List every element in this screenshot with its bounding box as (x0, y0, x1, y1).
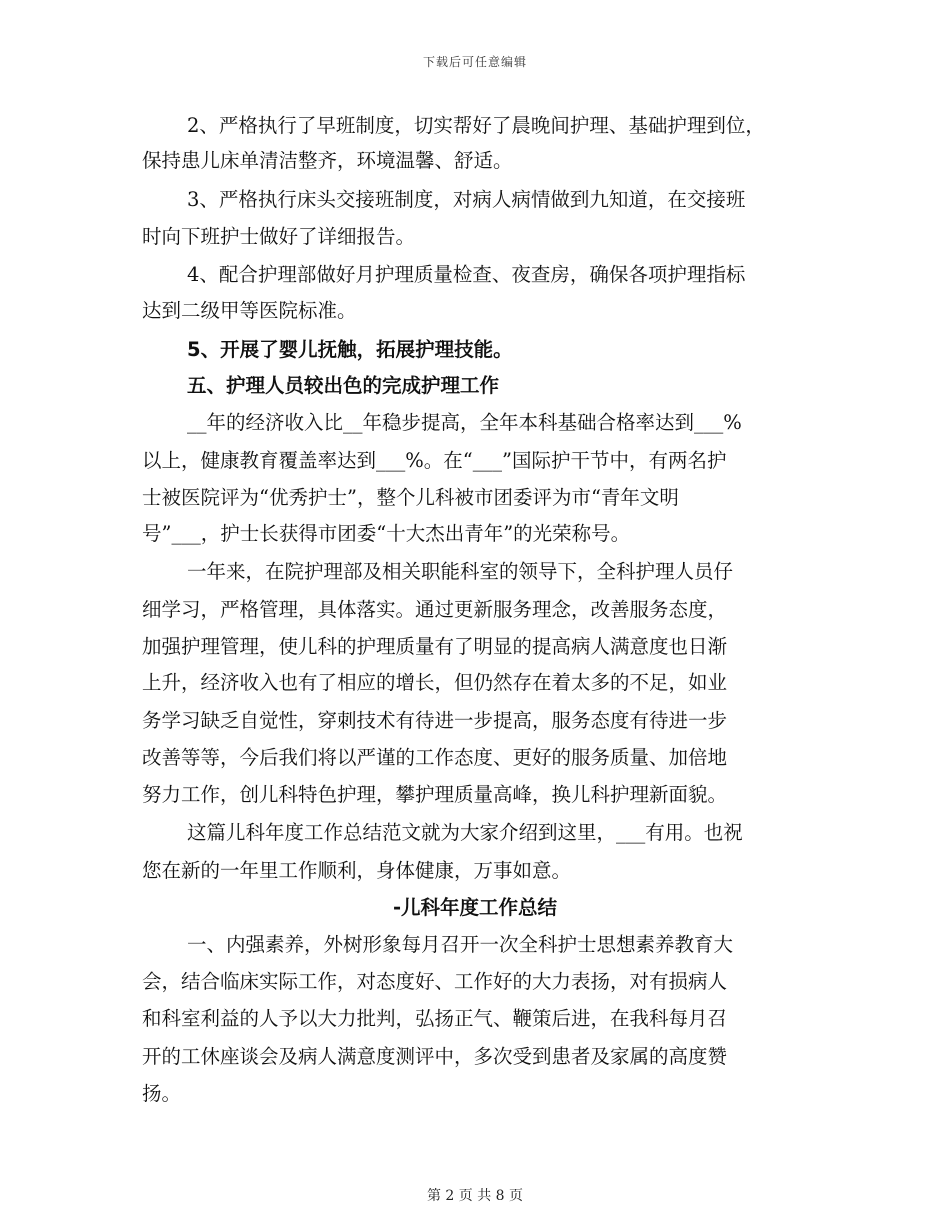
paragraph-line: 一、内强素养，外树形象每月召开一次全科护士思想素养教育大 (187, 933, 734, 956)
paragraph-line: 和科室利益的人予以大力批判，弘扬正气、鞭策后进，在我科每月召 (142, 1007, 728, 1030)
paragraph-line: 这篇儿科年度工作总结范文就为大家介绍到这里，___有用。也祝 (187, 821, 743, 844)
paragraph-line: 扬。 (142, 1082, 182, 1105)
paragraph-line: 4、配合护理部做好月护理质量检查、夜查房，确保各项护理指标 (187, 263, 746, 286)
paragraph-line: 会，结合临床实际工作，对态度好、工作好的大力表扬，对有损病人 (142, 970, 728, 993)
paragraph-line: 以上，健康教育覆盖率达到___%。在“___”国际护干节中，有两名护 (142, 449, 727, 472)
paragraph-line: 号”___，护士长获得市团委“十大杰出青年”的光荣称号。 (142, 522, 631, 545)
document-title: -儿科年度工作总结 (392, 896, 558, 919)
paragraph-line: 您在新的一年里工作顺利，身体健康，万事如意。 (142, 859, 572, 882)
paragraph-line: 改善等等，今后我们将以严谨的工作态度、更好的服务质量、加倍地 (142, 746, 728, 769)
paragraph-line: 时向下班护士做好了详细报告。 (142, 225, 416, 248)
paragraph-line: 努力工作，创儿科特色护理，攀护理质量高峰，换儿科护理新面貌。 (142, 783, 728, 806)
paragraph-line: 士被医院评为“优秀护士”，整个儿科被市团委评为市“青年文明 (142, 486, 679, 509)
paragraph-line: 达到二级甲等医院标准。 (142, 299, 357, 322)
bold-item-heading: 5、开展了婴儿抚触，拓展护理技能。 (187, 338, 513, 361)
paragraph-line: 一年来，在院护理部及相关职能科室的领导下，全科护理人员仔 (187, 560, 734, 583)
paragraph-line: 保持患儿床单清洁整齐，环境温馨、舒适。 (142, 149, 513, 172)
paragraph-line: __年的经济收入比__年稳步提高，全年本科基础合格率达到___% (187, 411, 742, 434)
page-number: 第 2 页 共 8 页 (426, 1188, 524, 1204)
section-heading: 五、护理人员较出色的完成护理工作 (187, 374, 500, 397)
paragraph-line: 3、严格执行床头交接班制度，对病人病情做到九知道，在交接班 (187, 188, 746, 211)
paragraph-line: 2、严格执行了早班制度，切实帮好了晨晚间护理、基础护理到位， (187, 114, 765, 137)
paragraph-line: 加强护理管理，使儿科的护理质量有了明显的提高病人满意度也日渐 (142, 635, 728, 658)
paragraph-line: 务学习缺乏自觉性，穿刺技术有待进一步提高，服务态度有待进一步 (142, 709, 728, 732)
paragraph-line: 细学习，严格管理，具体落实。通过更新服务理念，改善服务态度， (142, 598, 728, 621)
paragraph-line: 开的工休座谈会及病人满意度测评中，多次受到患者及家属的高度赞 (142, 1045, 728, 1068)
page-header: 下载后可任意编辑 (422, 55, 527, 69)
paragraph-line: 上升，经济收入也有了相应的增长，但仍然存在着太多的不足，如业 (142, 671, 728, 694)
